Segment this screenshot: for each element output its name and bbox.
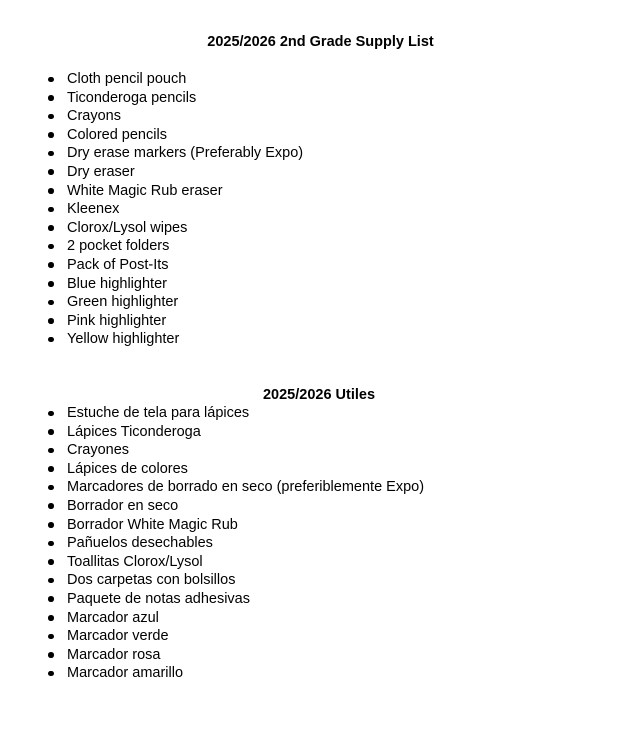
bullet-icon [48, 503, 54, 509]
bullet-icon [48, 318, 54, 324]
list-item [0, 126, 303, 145]
list-item [0, 200, 303, 219]
spanish-supply-list [0, 404, 424, 683]
list-item [0, 609, 424, 628]
list-item [0, 460, 424, 479]
list-item-text: White Magic Rub eraser [67, 182, 223, 199]
list-item-text: Kleenex [67, 201, 120, 218]
bullet-icon [48, 466, 54, 472]
list-item [0, 312, 303, 331]
list-item-text: Dry erase markers (Preferably Expo) [67, 145, 304, 162]
bullet-icon [48, 634, 54, 640]
bullet-icon [48, 541, 54, 547]
list-item [0, 275, 303, 294]
list-item [0, 646, 424, 665]
list-item-text: Colored pencils [67, 126, 167, 143]
list-item [0, 441, 424, 460]
list-item [0, 256, 303, 275]
list-item [0, 70, 303, 89]
bullet-icon [48, 485, 54, 491]
list-item [0, 516, 424, 535]
list-item-text: Marcador verde [67, 628, 169, 645]
list-item-text: Cloth pencil pouch [67, 71, 187, 87]
bullet-icon [48, 652, 54, 658]
english-list-title: 2025/2026 2nd Grade Supply List [207, 34, 434, 50]
list-item-text: Ticonderoga pencils [67, 89, 197, 106]
list-item [0, 293, 303, 312]
list-item [0, 404, 424, 423]
list-item-text: Clorox/Lysol wipes [67, 219, 188, 236]
list-item [0, 423, 424, 442]
list-item-text: Green highlighter [67, 294, 179, 311]
list-item [0, 182, 303, 201]
bullet-icon [48, 132, 54, 138]
bullet-icon [48, 596, 54, 602]
bullet-icon [48, 225, 54, 231]
bullet-icon [48, 559, 54, 565]
list-item [0, 107, 303, 126]
bullet-icon [48, 337, 54, 343]
list-item [0, 478, 424, 497]
list-item-text: Paquete de notas adhesivas [67, 590, 250, 607]
list-item-text: Estuche de tela para lápices [67, 405, 250, 421]
bullet-icon [48, 578, 54, 584]
list-item-text: Dos carpetas con bolsillos [67, 572, 236, 589]
list-item [0, 664, 424, 683]
list-item-text: Lápices Ticonderoga [67, 423, 201, 440]
list-item [0, 534, 424, 553]
list-item [0, 497, 424, 516]
list-item-text: Dry eraser [67, 163, 135, 180]
bullet-icon [48, 429, 54, 435]
bullet-icon [48, 188, 54, 194]
bullet-icon [48, 448, 54, 454]
list-item [0, 330, 303, 349]
list-item [0, 89, 303, 108]
list-item-text: Pack of Post-Its [67, 256, 169, 273]
bullet-icon [48, 671, 54, 677]
bullet-icon [48, 114, 54, 120]
list-item-text: Crayons [67, 108, 121, 125]
bullet-icon [48, 300, 54, 306]
bullet-icon [48, 281, 54, 287]
list-item-text: Pañuelos desechables [67, 535, 213, 552]
list-item-text: 2 pocket folders [67, 238, 170, 255]
list-item [0, 237, 303, 256]
list-item-text: Yellow highlighter [67, 331, 180, 348]
bullet-icon [48, 77, 54, 83]
list-item-text: Crayones [67, 442, 130, 459]
list-item-text: Marcadores de borrado en seco (preferiblemente Expo) [67, 479, 425, 496]
list-item [0, 553, 424, 572]
list-item-text: Borrador en seco [67, 497, 179, 514]
bullet-icon [48, 169, 54, 175]
bullet-icon [48, 95, 54, 101]
list-item-text: Blue highlighter [67, 275, 167, 292]
list-item-text: Toallitas Clorox/Lysol [67, 553, 203, 570]
list-item-text: Marcador rosa [67, 646, 161, 663]
list-item-text: Marcador amarillo [67, 665, 184, 682]
bullet-icon [48, 411, 54, 417]
list-item-text: Lápices de colores [67, 460, 188, 477]
bullet-icon [48, 522, 54, 528]
list-item [0, 219, 303, 238]
list-item [0, 627, 424, 646]
english-supply-list [0, 70, 303, 349]
bullet-icon [48, 151, 54, 157]
list-item [0, 590, 424, 609]
bullet-icon [48, 262, 54, 268]
list-item-text: Marcador azul [67, 609, 159, 626]
spanish-list-title: 2025/2026 Utiles [262, 387, 376, 403]
list-item [0, 571, 424, 590]
list-item-text: Borrador White Magic Rub [67, 516, 238, 533]
bullet-icon [48, 244, 54, 250]
bullet-icon [48, 207, 54, 213]
list-item [0, 163, 303, 182]
bullet-icon [48, 615, 54, 621]
list-item [0, 144, 303, 163]
list-item-text: Pink highlighter [67, 312, 167, 329]
